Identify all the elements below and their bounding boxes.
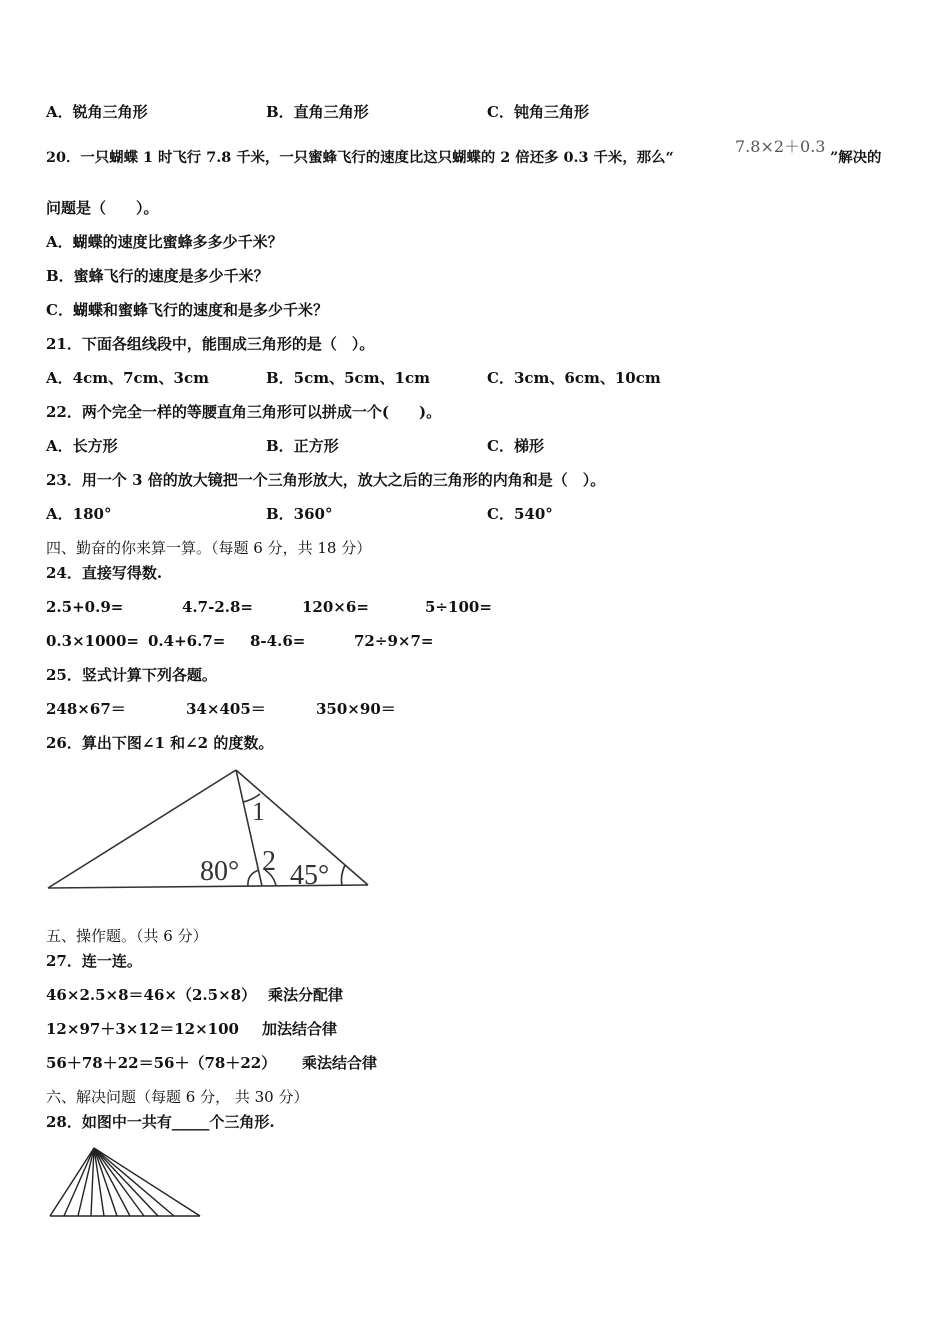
q24-row2-item2: 0.4+6.7= bbox=[148, 632, 226, 650]
q21-option-c: C．3cm、6cm、10cm bbox=[487, 369, 661, 387]
q22-option-a: A．长方形 bbox=[46, 437, 118, 455]
q25-stem: 25．竖式计算下列各题。 bbox=[46, 666, 217, 684]
section5-title: 五、操作题。（共 6 分） bbox=[46, 927, 208, 945]
q19-option-a: A．锐角三角形 bbox=[46, 103, 148, 121]
q26-stem: 26．算出下图∠1 和∠2 的度数。 bbox=[46, 734, 274, 752]
angle-80-label: 80° bbox=[200, 856, 240, 887]
q20-option-b: B．蜜蜂飞行的速度是多少千米？ bbox=[46, 267, 269, 285]
angle-45-arc bbox=[341, 865, 345, 885]
q25-item3: 350×90＝ bbox=[316, 700, 396, 718]
q20-formula: 7.8×2＋0.3 bbox=[735, 137, 826, 156]
q24-row1-item1: 2.5+0.9= bbox=[46, 598, 124, 616]
q27-left-1: 46×2.5×8＝46×（2.5×8） bbox=[46, 986, 257, 1004]
angle-45-label: 45° bbox=[290, 860, 330, 891]
q24-row2-item1: 0.3×1000= bbox=[46, 632, 139, 650]
q23-option-b: B．360° bbox=[266, 505, 333, 523]
q20-stem-before: 20．一只蝴蝶 1 时飞行 7.8 千米，一只蜜蜂飞行的速度比这只蝴蝶的 2 倍还多 0.3 千米，那么“ bbox=[46, 149, 674, 166]
q21-option-a: A．4cm、7cm、3cm bbox=[46, 369, 209, 387]
q25-item1: 248×67＝ bbox=[46, 700, 126, 718]
angle1-label: 1 bbox=[252, 797, 265, 826]
q26-triangle-figure bbox=[40, 764, 380, 894]
q23-stem: 23．用一个 3 倍的放大镜把一个三角形放大，放大之后的三角形的内角和是（ ）。 bbox=[46, 471, 606, 489]
q22-option-c: C．梯形 bbox=[487, 437, 544, 455]
q19-option-c: C．钝角三角形 bbox=[487, 103, 589, 121]
q20-option-c: C．蝴蝶和蜜蜂飞行的速度和是多少千米？ bbox=[46, 301, 328, 319]
q28-fan-figure bbox=[44, 1142, 208, 1222]
triangle-cevian bbox=[236, 770, 262, 886]
angle-80-arc bbox=[248, 870, 259, 886]
angle2-label: 2 bbox=[262, 846, 276, 877]
q27-right-1: 乘法分配律 bbox=[268, 986, 344, 1004]
q24-row1-item4: 5÷100= bbox=[425, 598, 492, 616]
q28-stem: 28．如图中一共有_____个三角形. bbox=[46, 1113, 275, 1131]
q27-left-3: 56＋78＋22＝56＋（78＋22） bbox=[46, 1054, 277, 1072]
q27-right-2: 加法结合律 bbox=[262, 1020, 338, 1038]
section6-title: 六、解决问题（每题 6 分， 共 30 分） bbox=[46, 1088, 309, 1106]
q24-row2-item4: 72÷9×7= bbox=[354, 632, 434, 650]
q27-left-2: 12×97＋3×12＝12×100 bbox=[46, 1020, 239, 1038]
q21-stem: 21．下面各组线段中，能围成三角形的是（ ）。 bbox=[46, 335, 375, 353]
q23-option-a: A．180° bbox=[46, 505, 112, 523]
q27-stem: 27．连一连。 bbox=[46, 952, 142, 970]
q25-item2: 34×405＝ bbox=[186, 700, 266, 718]
q22-option-b: B．正方形 bbox=[266, 437, 339, 455]
q19-option-b: B．直角三角形 bbox=[266, 103, 369, 121]
q23-option-c: C．540° bbox=[487, 505, 553, 523]
q24-stem: 24．直接写得数. bbox=[46, 564, 163, 582]
q20-stem bbox=[46, 148, 674, 168]
q24-row1-item3: 120×6= bbox=[302, 598, 369, 616]
section4-title: 四、勤奋的你来算一算。（每题 6 分，共 18 分） bbox=[46, 539, 372, 557]
q27-right-3: 乘法结合律 bbox=[302, 1054, 378, 1072]
q20-stem-after: ”解决的 bbox=[830, 149, 882, 166]
q24-row2-item3: 8-4.6= bbox=[250, 632, 306, 650]
q22-stem: 22．两个完全一样的等腰直角三角形可以拼成一个( )。 bbox=[46, 403, 442, 421]
q21-option-b: B．5cm、5cm、1cm bbox=[266, 369, 431, 387]
q20-stem-line2: 问题是（ ）。 bbox=[46, 199, 159, 217]
q24-row1-item2: 4.7-2.8= bbox=[182, 598, 253, 616]
q20-option-a: A．蝴蝶的速度比蜜蜂多多少千米？ bbox=[46, 233, 283, 251]
